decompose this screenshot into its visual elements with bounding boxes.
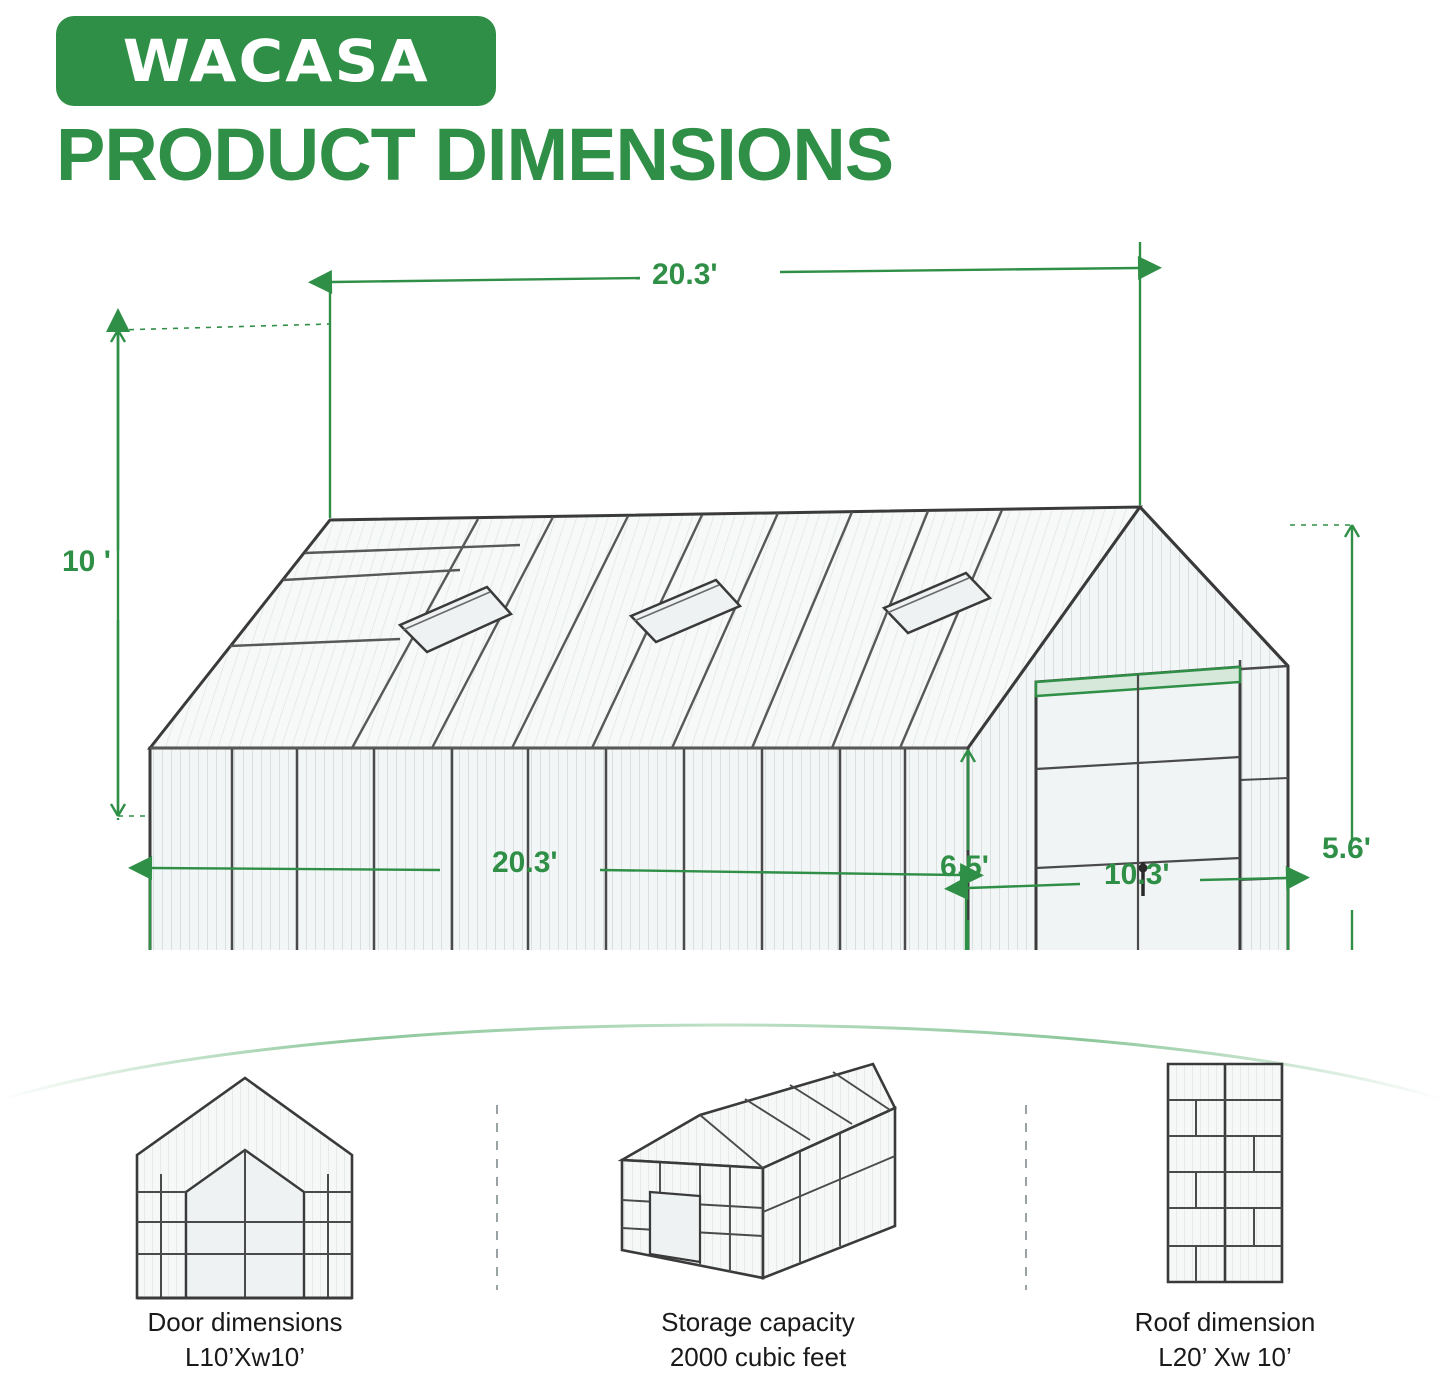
brand-logo-text: WACASA: [122, 27, 430, 95]
door-panel: [1036, 667, 1240, 950]
feature-caption-storage: [633, 1305, 883, 1375]
feature-caption-door-line1: Door dimensions: [147, 1307, 343, 1337]
feature-caption-roof: [1100, 1305, 1350, 1375]
greenhouse-iso-icon: [622, 1064, 895, 1278]
dimension-label-base-length: 20.3': [492, 846, 558, 879]
page-title: PRODUCT DIMENSIONS: [56, 113, 894, 196]
feature-highlights: [0, 960, 1445, 1395]
feature-caption-door-line2: L10’Xw10’: [185, 1342, 305, 1373]
dimension-label-wall-height: 10 ': [62, 545, 111, 578]
greenhouse-top-icon: [1168, 1064, 1282, 1282]
greenhouse-svg: [0, 220, 1445, 950]
dimension-label-base-width: 10.3': [1104, 858, 1170, 891]
feature-caption-roof-line1: Roof dimension: [1134, 1307, 1316, 1337]
dimension-label-side-wall-height: 5.6': [1322, 832, 1371, 865]
feature-caption-roof-line2: L20’ Xw 10’: [1158, 1342, 1292, 1373]
dimension-label-eave-height: 6.5': [940, 850, 989, 883]
main-greenhouse-diagram: [0, 220, 1445, 950]
feature-caption-door: [120, 1305, 370, 1375]
brand-logo-badge: [56, 16, 496, 106]
greenhouse-front-icon: [137, 1078, 352, 1298]
feature-caption-storage-line2: 2000 cubic feet: [669, 1342, 847, 1373]
feature-caption-storage-line1: Storage capacity: [661, 1307, 855, 1337]
dimension-label-roof-length: 20.3': [652, 258, 718, 291]
